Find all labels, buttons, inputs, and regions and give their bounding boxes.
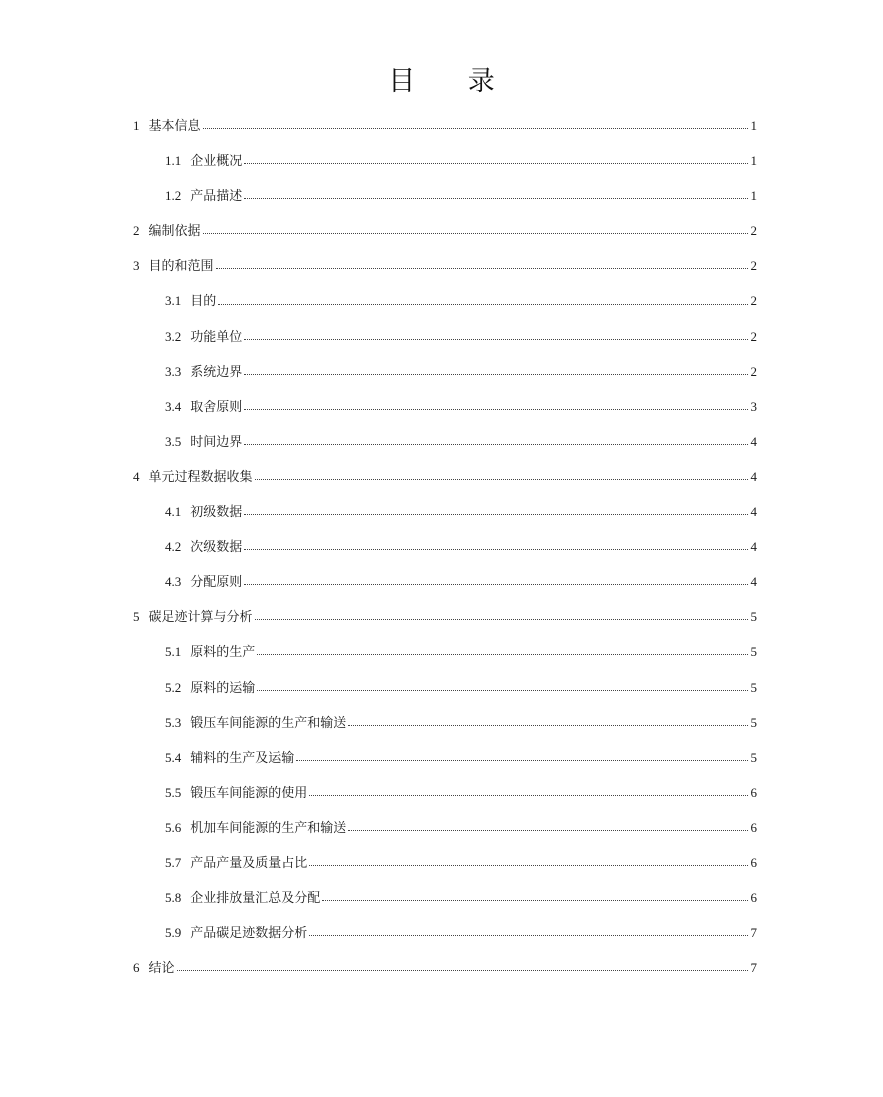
toc-entry[interactable] — [133, 248, 757, 283]
toc-dot-leader — [218, 304, 748, 305]
toc-entry-number: 5.9 — [165, 925, 182, 941]
toc-entry-label: 基本信息 — [148, 119, 201, 134]
toc-dot-leader — [244, 374, 748, 375]
toc-entry[interactable] — [133, 213, 757, 248]
toc-entry-number: 4 — [133, 468, 140, 484]
toc-entry[interactable] — [133, 950, 757, 985]
toc-dot-leader — [244, 584, 748, 585]
toc-entry-label: 原料的生产 — [190, 645, 256, 661]
toc-entry[interactable] — [133, 775, 757, 810]
toc-entry[interactable] — [133, 845, 757, 880]
toc-entry-page-number: 2 — [750, 293, 757, 309]
toc-dot-leader — [309, 795, 748, 796]
toc-dot-leader — [177, 970, 748, 971]
toc-entry-page-number: 6 — [750, 784, 757, 800]
toc-dot-leader — [309, 935, 748, 936]
toc-entry-label: 初级数据 — [190, 505, 243, 521]
toc-dot-leader — [348, 725, 748, 726]
toc-entry-number: 3.5 — [165, 433, 182, 449]
toc-dot-leader — [244, 198, 748, 199]
toc-entry-label: 企业概况 — [190, 154, 243, 170]
toc-entry[interactable] — [133, 424, 757, 459]
toc-entry-number: 3.4 — [165, 398, 182, 414]
toc-entry-page-number: 5 — [750, 644, 757, 660]
toc-entry-page-number: 5 — [750, 749, 757, 765]
toc-entry-number: 5.8 — [165, 890, 182, 906]
toc-entry-page-number: 5 — [750, 679, 757, 695]
toc-entry-page-number: 2 — [750, 363, 757, 379]
toc-entry-page-number: 2 — [750, 223, 757, 239]
toc-entry-number: 1 — [133, 118, 140, 133]
toc-dot-leader — [348, 830, 748, 831]
toc-entry-page-number: 1 — [750, 153, 757, 169]
toc-entry-number: 5.2 — [165, 679, 182, 695]
toc-entry-number: 3.2 — [165, 328, 182, 344]
toc-entry[interactable] — [133, 389, 757, 424]
toc-entry[interactable] — [133, 459, 757, 494]
toc-entry-label: 碳足迹计算与分析 — [148, 610, 253, 626]
toc-dot-leader — [203, 233, 748, 234]
toc-dot-leader — [203, 128, 748, 129]
toc-dot-leader — [244, 409, 748, 410]
toc-entry-label: 机加车间能源的生产和输送 — [190, 820, 347, 836]
toc-entry-number: 3.1 — [165, 293, 182, 309]
toc-entry-number: 4.3 — [165, 574, 182, 590]
toc-entry-page-number: 7 — [750, 960, 757, 976]
toc-entry-page-number: 1 — [750, 188, 757, 204]
toc-entry[interactable] — [133, 529, 757, 564]
toc-entry-label: 分配原则 — [190, 575, 243, 591]
toc-entry-page-number: 4 — [750, 574, 757, 590]
toc-entry[interactable] — [133, 143, 757, 178]
toc-entry-label: 单元过程数据收集 — [148, 469, 253, 485]
toc-entry-label: 次级数据 — [190, 540, 243, 556]
toc-entry-number: 5.6 — [165, 819, 182, 835]
toc-entry-label: 产品描述 — [190, 189, 243, 205]
toc-entry-number: 5.3 — [165, 714, 182, 730]
toc-entry[interactable] — [133, 670, 757, 705]
toc-entry-number: 5.4 — [165, 749, 182, 765]
toc-entry-page-number: 6 — [750, 819, 757, 835]
toc-entry[interactable] — [133, 915, 757, 950]
toc-dot-leader — [257, 690, 748, 691]
toc-entry-label: 结论 — [148, 961, 175, 977]
toc-entry-number: 5 — [133, 609, 140, 625]
toc-entry-number: 6 — [133, 960, 140, 976]
toc-entry-label: 目的和范围 — [148, 259, 214, 275]
toc-dot-leader — [309, 865, 748, 866]
toc-entry-number: 2 — [133, 223, 140, 239]
page-title: 目 录 — [388, 66, 517, 97]
toc-entry-label: 原料的运输 — [190, 680, 256, 696]
toc-entry[interactable] — [133, 740, 757, 775]
toc-entry[interactable] — [133, 283, 757, 318]
toc-entry-page-number: 3 — [750, 398, 757, 414]
toc-entry-number: 1.1 — [165, 153, 182, 169]
toc-entry-number: 5.5 — [165, 784, 182, 800]
toc-entry-page-number: 4 — [750, 539, 757, 555]
toc-entry-number: 3.3 — [165, 363, 182, 379]
toc-entry[interactable] — [133, 178, 757, 213]
table-of-contents — [133, 108, 757, 985]
toc-dot-leader — [244, 339, 748, 340]
toc-entry-label: 时间边界 — [190, 434, 243, 450]
toc-entry[interactable] — [133, 108, 757, 143]
toc-entry-number: 5.1 — [165, 644, 182, 660]
toc-entry-label: 产品产量及质量占比 — [190, 855, 308, 871]
toc-entry-label: 辅料的生产及运输 — [190, 750, 295, 766]
toc-entry-label: 取舍原则 — [190, 399, 243, 415]
toc-entry-label: 系统边界 — [190, 364, 243, 380]
toc-entry-page-number: 4 — [750, 433, 757, 449]
toc-dot-leader — [244, 514, 748, 515]
toc-entry-page-number: 2 — [750, 258, 757, 274]
toc-entry-page-number: 5 — [750, 609, 757, 625]
toc-entry-page-number: 7 — [750, 925, 757, 941]
toc-entry-label: 功能单位 — [190, 329, 243, 345]
toc-entry-label: 编制依据 — [148, 224, 201, 240]
toc-entry-number: 3 — [133, 258, 140, 274]
toc-entry-number: 1.2 — [165, 188, 182, 204]
toc-entry[interactable] — [133, 634, 757, 669]
toc-dot-leader — [216, 268, 748, 269]
toc-dot-leader — [244, 549, 748, 550]
toc-entry[interactable] — [133, 705, 757, 740]
toc-dot-leader — [257, 654, 748, 655]
toc-entry-page-number: 5 — [750, 714, 757, 730]
toc-entry-page-number: 6 — [750, 854, 757, 870]
toc-entry-number: 5.7 — [165, 854, 182, 870]
toc-entry-number: 4.1 — [165, 504, 182, 520]
toc-entry-label: 锻压车间能源的生产和输送 — [190, 715, 347, 731]
toc-entry[interactable] — [133, 319, 757, 354]
toc-entry-page-number: 6 — [750, 890, 757, 906]
toc-entry[interactable] — [133, 880, 757, 915]
toc-entry[interactable] — [133, 354, 757, 389]
toc-dot-leader — [244, 444, 748, 445]
toc-entry[interactable] — [133, 494, 757, 529]
toc-entry-number: 4.2 — [165, 539, 182, 555]
toc-dot-leader — [296, 760, 748, 761]
toc-entry-label: 锻压车间能源的使用 — [190, 785, 308, 801]
toc-entry[interactable] — [133, 564, 757, 599]
toc-entry-page-number: 1 — [750, 118, 757, 133]
toc-dot-leader — [322, 900, 748, 901]
toc-dot-leader — [255, 619, 748, 620]
toc-entry[interactable] — [133, 810, 757, 845]
toc-entry[interactable] — [133, 599, 757, 634]
toc-entry-page-number: 4 — [750, 468, 757, 484]
toc-dot-leader — [244, 163, 748, 164]
toc-dot-leader — [255, 479, 748, 480]
toc-entry-label: 目的 — [190, 294, 217, 310]
toc-entry-label: 产品碳足迹数据分析 — [190, 926, 308, 942]
toc-entry-page-number: 4 — [750, 504, 757, 520]
toc-entry-label: 企业排放量汇总及分配 — [190, 891, 321, 907]
toc-entry-page-number: 2 — [750, 328, 757, 344]
